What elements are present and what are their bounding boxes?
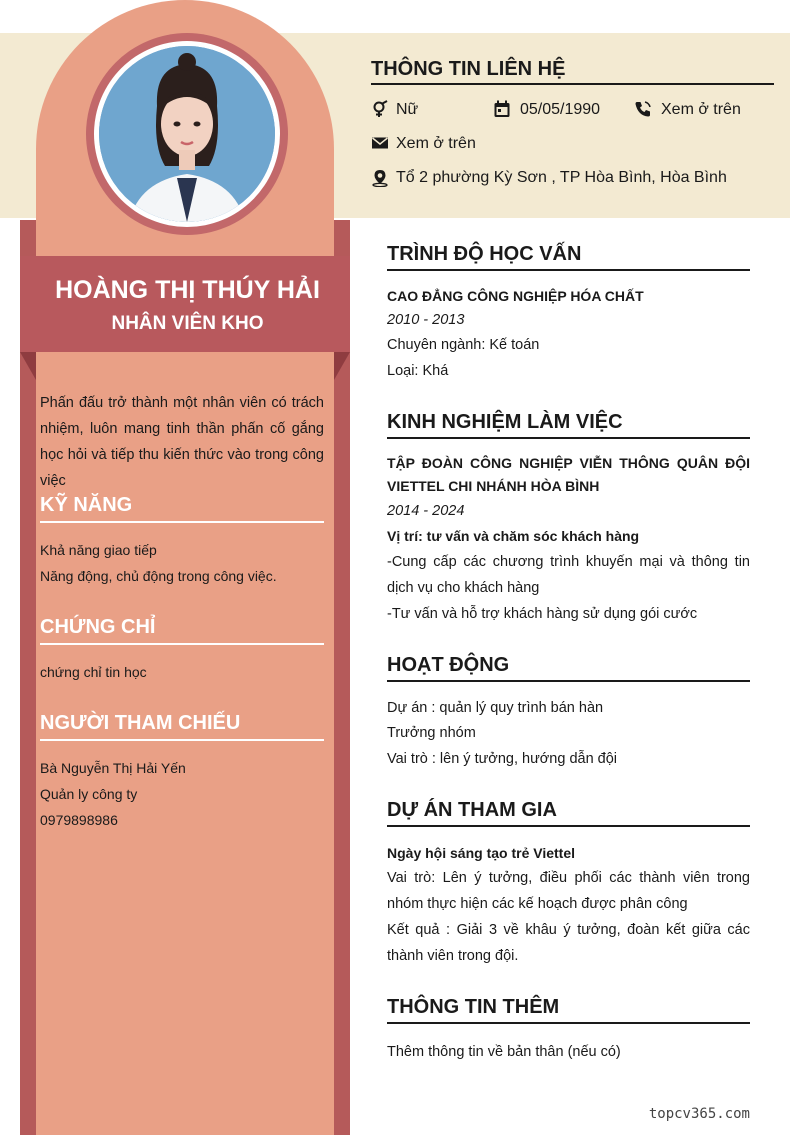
gender-value: Nữ <box>396 101 419 118</box>
address-value: Tổ 2 phường Kỳ Sơn , TP Hòa Bình, Hòa Bình <box>396 169 727 186</box>
career-objective: Phấn đấu trở thành một nhân viên có trách nhiệm, luôn mang tinh thần phấn cố gắng học hỏi và tiếp thu kiến thức vào trong công việc <box>40 395 324 489</box>
project-result: Kết quả : Giải 3 về khâu ý tưởng, đoàn kết giữa các thành viên trong đội. <box>387 922 750 964</box>
candidate-name: HOÀNG THỊ THÚY HẢI <box>55 276 320 304</box>
gender-icon <box>371 100 389 123</box>
email-icon <box>371 134 389 157</box>
ribbon-fold-left <box>20 352 36 380</box>
reference-title: Quản ly công ty <box>40 786 138 802</box>
skill-item: Khả năng giao tiếp <box>40 542 157 558</box>
education-period: 2010 - 2013 <box>387 312 465 328</box>
skill-item: Năng động, chủ động trong công việc. <box>40 568 277 584</box>
references-heading: NGƯỜI THAM CHIẾU <box>40 712 324 741</box>
activity-item: Vai trò : lên ý tưởng, hướng dẫn đội <box>387 751 618 767</box>
email-value: Xem ở trên <box>396 135 476 152</box>
phone-value: Xem ở trên <box>661 101 741 118</box>
education-major: Chuyên ngành: Kế toán <box>387 337 540 353</box>
experience-position: Vị trí: tư vấn và chăm sóc khách hàng <box>387 528 640 544</box>
location-icon <box>371 169 389 192</box>
ribbon-fold-right <box>334 352 350 380</box>
reference-name: Bà Nguyễn Thị Hải Yến <box>40 760 186 776</box>
activities-heading: HOẠT ĐỘNG <box>387 654 750 682</box>
experience-heading: KINH NGHIỆM LÀM VIỆC <box>387 411 750 439</box>
projects-heading: DỰ ÁN THAM GIA <box>387 799 750 827</box>
phone-icon <box>634 100 652 123</box>
skills-heading: KỸ NĂNG <box>40 494 324 523</box>
extra-text: Thêm thông tin về bản thân (nếu có) <box>387 1044 621 1060</box>
experience-period: 2014 - 2024 <box>387 503 465 519</box>
reference-phone: 0979898986 <box>40 812 118 828</box>
education-heading: TRÌNH ĐỘ HỌC VẤN <box>387 243 750 271</box>
contact-heading: THÔNG TIN LIÊN HỆ <box>371 58 774 85</box>
activity-item: Dự án : quản lý quy trình bán hàn <box>387 700 604 716</box>
certificates-heading: CHỨNG CHỈ <box>40 616 324 645</box>
footer-watermark: topcv365.com <box>648 1106 750 1122</box>
activity-item: Trưởng nhóm <box>387 725 476 741</box>
experience-duty: -Tư vấn và hỗ trợ khách hàng sử dụng gói cước <box>387 606 698 622</box>
school-name: CAO ĐẲNG CÔNG NGHIỆP HÓA CHẤT <box>387 288 644 304</box>
candidate-role: NHÂN VIÊN KHO <box>111 313 264 334</box>
extra-heading: THÔNG TIN THÊM <box>387 996 750 1024</box>
education-grade: Loại: Khá <box>387 363 449 379</box>
avatar <box>99 46 275 222</box>
company-name: TẬP ĐOÀN CÔNG NGHIỆP VIỄN THÔNG QUÂN ĐỘI VIETTEL CHI NHÁNH HÒA BÌNH <box>387 455 750 494</box>
certificate-item: chứng chỉ tin học <box>40 664 147 680</box>
calendar-icon <box>493 100 511 123</box>
project-title: Ngày hội sáng tạo trẻ Viettel <box>387 845 576 861</box>
birthday-value: 05/05/1990 <box>520 101 601 118</box>
project-role: Vai trò: Lên ý tưởng, điều phối các thành viên trong nhóm thực hiện các kế hoạch được phân công <box>387 870 750 912</box>
experience-duty: -Cung cấp các chương trình khuyến mại và thông tin dịch vụ cho khách hàng <box>387 554 750 596</box>
